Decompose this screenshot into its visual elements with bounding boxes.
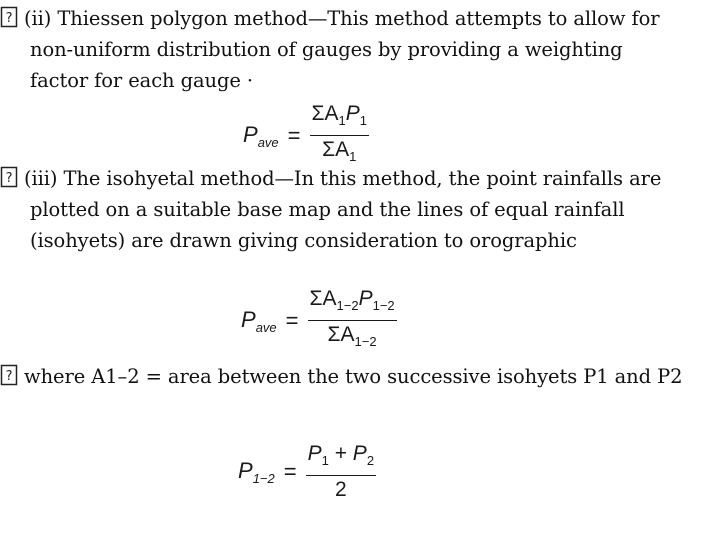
fraction (308, 285, 397, 356)
thiessen-text-line-2: non-uniform distribution of gauges by providing a weighting (30, 38, 623, 61)
fraction-numerator: $\Sigma A_1P_1$ (311, 102, 367, 128)
fraction-numerator: $\Sigma A_{1-2}P_{1-2}$ (309, 287, 395, 313)
formula-lhs: $P_{ave}$ (241, 306, 277, 335)
fraction-denominator: $\Sigma A_1$ (322, 138, 357, 164)
thiessen-text-line-3: factor for each gauge · (30, 69, 253, 92)
thiessen-text-line-1: (ii) Thiessen polygon method—This method attempts to allow for (24, 7, 660, 30)
formula-thiessen (243, 100, 369, 171)
fraction-denominator: 2 (334, 478, 347, 501)
equals-sign: = (283, 459, 297, 484)
isohyetal-text-line-2: plotted on a suitable base map and the lines of equal rainfall (30, 198, 625, 221)
formula-lhs: $P_{ave}$ (243, 121, 279, 150)
paragraph-thiessen (0, 3, 716, 96)
formula-average-depth (238, 440, 376, 504)
paragraph-where (0, 361, 716, 392)
bullet-icon (0, 166, 18, 188)
bullet-icon (0, 6, 18, 28)
paragraph-isohyetal (0, 163, 716, 256)
where-text-line-1: where A1–2 = area between the two successive isohyets P1 and P2 (24, 365, 683, 388)
svg-text:?: ? (5, 171, 13, 186)
equals-sign: = (285, 307, 299, 333)
formula-lhs: $P_{1-2}$ (238, 458, 275, 486)
fraction (306, 440, 376, 504)
fraction (310, 100, 369, 171)
isohyetal-text-line-3: (isohyets) are drawn giving consideration to orographic (30, 229, 577, 252)
svg-text:?: ? (5, 369, 13, 384)
formula-isohyetal (241, 285, 397, 356)
svg-text:?: ? (5, 11, 13, 26)
bullet-icon (0, 364, 18, 386)
isohyetal-text-line-1: (iii) The isohyetal method—In this method, the point rainfalls are (24, 167, 662, 190)
fraction-numerator: $P_1 + P_2$ (307, 442, 375, 468)
equals-sign: = (287, 122, 301, 148)
fraction-denominator: $\Sigma A_{1-2}$ (327, 323, 377, 349)
